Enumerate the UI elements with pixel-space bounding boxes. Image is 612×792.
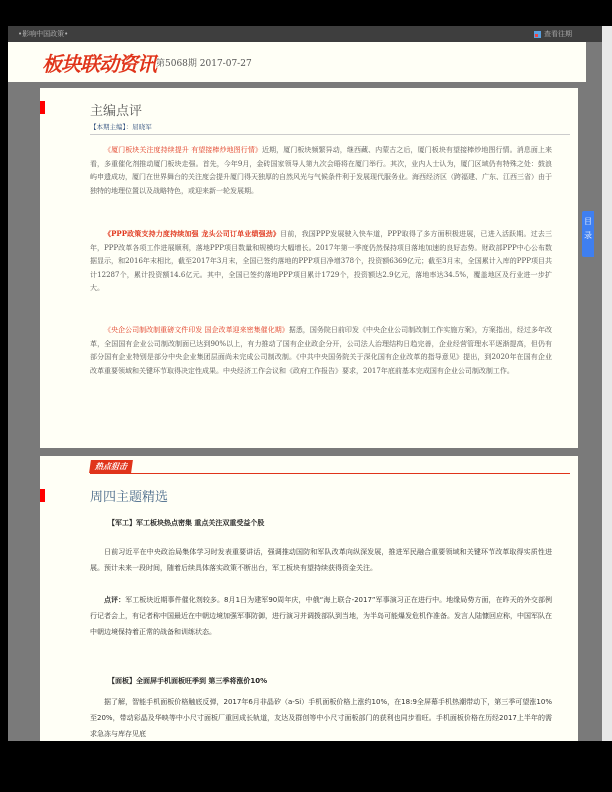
editor-review-card [40, 88, 578, 448]
paragraph [90, 227, 552, 296]
topic-body: 日前习近平在中央政治局集体学习时发表重要讲话，强调推动国防和军队改革向纵深发展，推进军民融合重要领域和关键环节改革取得实质性进展。预计未来一段时间，随着后续具体落实政策不断出台，军工板块有望持续获得资金关注。 [90, 548, 552, 572]
scrollbar[interactable] [602, 26, 612, 741]
divider [90, 134, 570, 135]
topic-comment [90, 592, 552, 640]
article-link[interactable]: 《PPP政策支持力度持续加强 龙头公司订单业绩强劲》 [104, 229, 281, 238]
header-tagline: •影响中国政策• [18, 30, 69, 38]
editor-label: 【本期主编】 [90, 123, 126, 131]
divider [90, 473, 570, 474]
paragraph-body: 近期，厦门板块频繁异动，继西藏、内蒙古之后，厦门板块有望接棒炒地图行情。消息面上来看，多重催化剂推动厦门板块走强。首先，今年9月，金砖国家领导人第九次会晤将在厦门举行。其次，业内人士认为，厦门区域仍有特殊之处：鼓浪屿申遗成功，厦门在世界舞台的关注度会提升厦门得天独厚的自然风光与气候条件利于发展现代服务业。海西经济区（跨福建、广东、江西三省）由于独特的地理位置以及战略特色，或迎来新一轮发展期。 [90, 146, 552, 195]
issue-info [156, 56, 252, 69]
editor-line [90, 122, 152, 131]
history-label: 查看往期 [544, 30, 572, 38]
logo: 板块联动资讯 [42, 52, 156, 76]
section-marker [40, 489, 45, 502]
masthead [8, 42, 602, 82]
section-marker [40, 101, 45, 114]
editor-sep: ： [125, 123, 133, 131]
bottom-bar [0, 741, 612, 792]
hot-tag: 热点狙击 [89, 460, 133, 473]
calendar-icon [534, 31, 541, 38]
article-link[interactable]: 《厦门板块关注度持续提升 有望接棒炒地图行情》 [104, 146, 262, 154]
paragraph [90, 324, 552, 378]
paragraph-body: 目前，我国PPP发展驶入快车道，PPP取得了多方面积极进展，已进入活跃期。过去三年，PPP改革各项工作进展顺利，落地PPP项目数量和规模均大幅增长。2017年第一季度仍然保持项目落地加速的良好态势。财政部PPP中心公布数据显示，和2016年末相比，截至2017年3月末，全国已签约落地的PPP项目净增378个，投资额6369亿元；截至3月末，全国累计入库的PPP项目共计12287个，累计投资额14.6亿元。其中，全国已签约落地PPP项目累计1729个，投资额达2.9亿元，落地率达34.5%，覆盖地区及行业进一步扩大。 [90, 230, 552, 292]
section-title: 周四主题精选 [90, 490, 169, 505]
topic-headline: 【军工】军工板块热点密集 重点关注双重受益个股 [108, 519, 265, 527]
header-bar [8, 26, 602, 42]
toc-button[interactable]: 目录 [582, 211, 594, 257]
editor-name: 屈晓军 [132, 123, 152, 131]
paragraph-body: 据悉，国务院日前印发《中央企业公司制改制工作实施方案》，方案指出，经过多年改革，全国国有企业公司制改制面已达到90%以上，有力推动了国有企业政企分开，公司法人治理结构日趋完善，企业经营管理水平逐渐提高，但仍有部分国有企业特别是部分中央企业集团层面尚未完成公司制改制。《中共中央国务院关于深化国有企业改革的指导意见》提出，到2020年在国有企业改革重要领域和关键环节取得决定性成果。中央经济工作会议和《政府工作报告》要求，2017年底前基本完成国有企业公司制改制工作。 [90, 326, 552, 375]
topic-headline: 【面板】全面屏手机面板旺季到 第三季将涨价10% [108, 677, 268, 685]
topic-body: 据了解，智能手机面板价格触底反弹，2017年6月非晶矽（a-Si）手机面板价格上涨约10%，在18:9全屏幕手机热潮带动下，第三季可望涨10%至20%，带动彩晶及华映等中小尺寸面板厂重回成长轨道，友达及群创等中小尺寸面板部门的获利也同步看旺。手机面板价格在历经2017上半年的需求急冻与库存见底 [90, 698, 552, 738]
article-link[interactable]: 《央企公司制改制重磅文件印发 国企改革迎来密集催化期》 [104, 326, 289, 334]
issue-number: 第5068期 [156, 59, 197, 69]
top-bar [0, 0, 612, 26]
section-title: 主编点评 [90, 104, 143, 119]
hot-topics-card [40, 456, 578, 741]
comment-label: 点评： [104, 596, 126, 604]
comment-text: 军工板块近期事件催化剂较多。8月1日为建军90周年庆，中俄“海上联合-2017”军事演习正在进行中。地缘局势方面，在昨天的外交部例行记者会上，有记者称中国最近在中朝边境加强军事防御，进行演习并调拨部队到当地，为半岛可能爆发危机作准备。发言人陆慷回应称，中国军队在中朝边境保持着正常的战备和训练状态。 [90, 596, 553, 636]
paragraph [90, 144, 552, 198]
issue-date: 2017-07-27 [199, 59, 252, 69]
history-link[interactable] [534, 26, 572, 42]
